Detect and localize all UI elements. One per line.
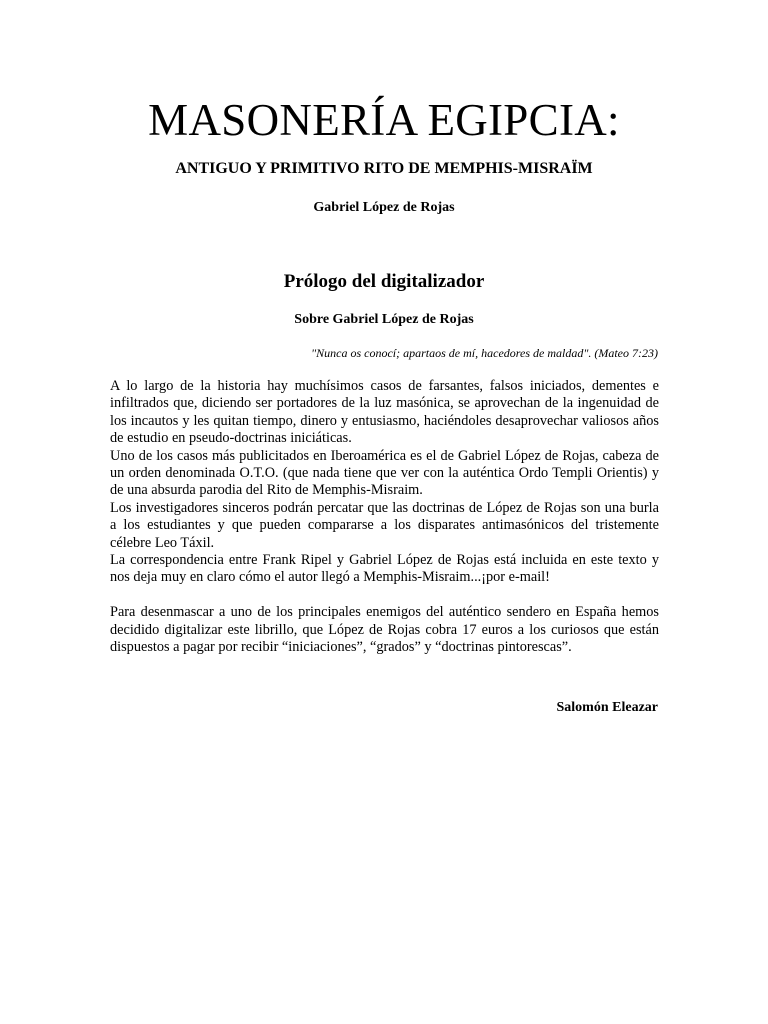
paragraph: Uno de los casos más publicitados en Iberoamérica es el de Gabriel López de Rojas, cabeza de un orden denominada O.T.O. (que nada tiene que ver con la auténtica Ordo Templi Orientis) y de una absurda parodia del Rito de Memphis-Misraim.	[110, 447, 659, 499]
paragraph: A lo largo de la historia hay muchísimos casos de farsantes, falsos iniciados, dementes e infiltrados que, diciendo ser portadores de la luz masónica, se aprovechan de la ingenuidad de los incautos y les quitan tiempo, dinero y entusiasmo, haciéndoles desaprovechar valiosos años de estudio en pseudo-doctrinas iniciáticas.	[110, 378, 659, 447]
section-heading: Sobre Gabriel López de Rojas	[294, 312, 474, 327]
paragraph: Los investigadores sinceros podrán percatar que las doctrinas de López de Rojas son una burla a los estudiantes y que pueden compararse a los disparates antimasónicos del tristemente célebre Leo Táxil.	[110, 499, 659, 551]
paragraph: La correspondencia entre Frank Ripel y Gabriel López de Rojas está incluida en este texto y nos deja muy en claro cómo el autor llegó a Memphis-Misraim...¡por e-mail!	[110, 552, 659, 586]
document-subtitle: ANTIGUO Y PRIMITIVO RITO DE MEMPHIS-MISRAÏM	[175, 160, 593, 177]
author-name: Gabriel López de Rojas	[313, 200, 455, 215]
prologue-heading: Prólogo del digitalizador	[283, 271, 485, 292]
body-text	[110, 378, 659, 656]
signature: Salomón Eleazar	[556, 700, 658, 715]
epigraph-quote: "Nunca os conocí; apartaos de mí, hacedores de maldad". (Mateo 7:23)	[311, 346, 658, 360]
document-title: MASONERÍA EGIPCIA:	[148, 95, 620, 145]
paragraph: Para desenmascar a uno de los principales enemigos del auténtico sendero en España hemos decidido digitalizar este librillo, que López de Rojas cobra 17 euros a los curiosos que están dispuestos a pagar por recibir “iniciaciones”, “grados” y “doctrinas pintorescas”.	[110, 604, 659, 656]
